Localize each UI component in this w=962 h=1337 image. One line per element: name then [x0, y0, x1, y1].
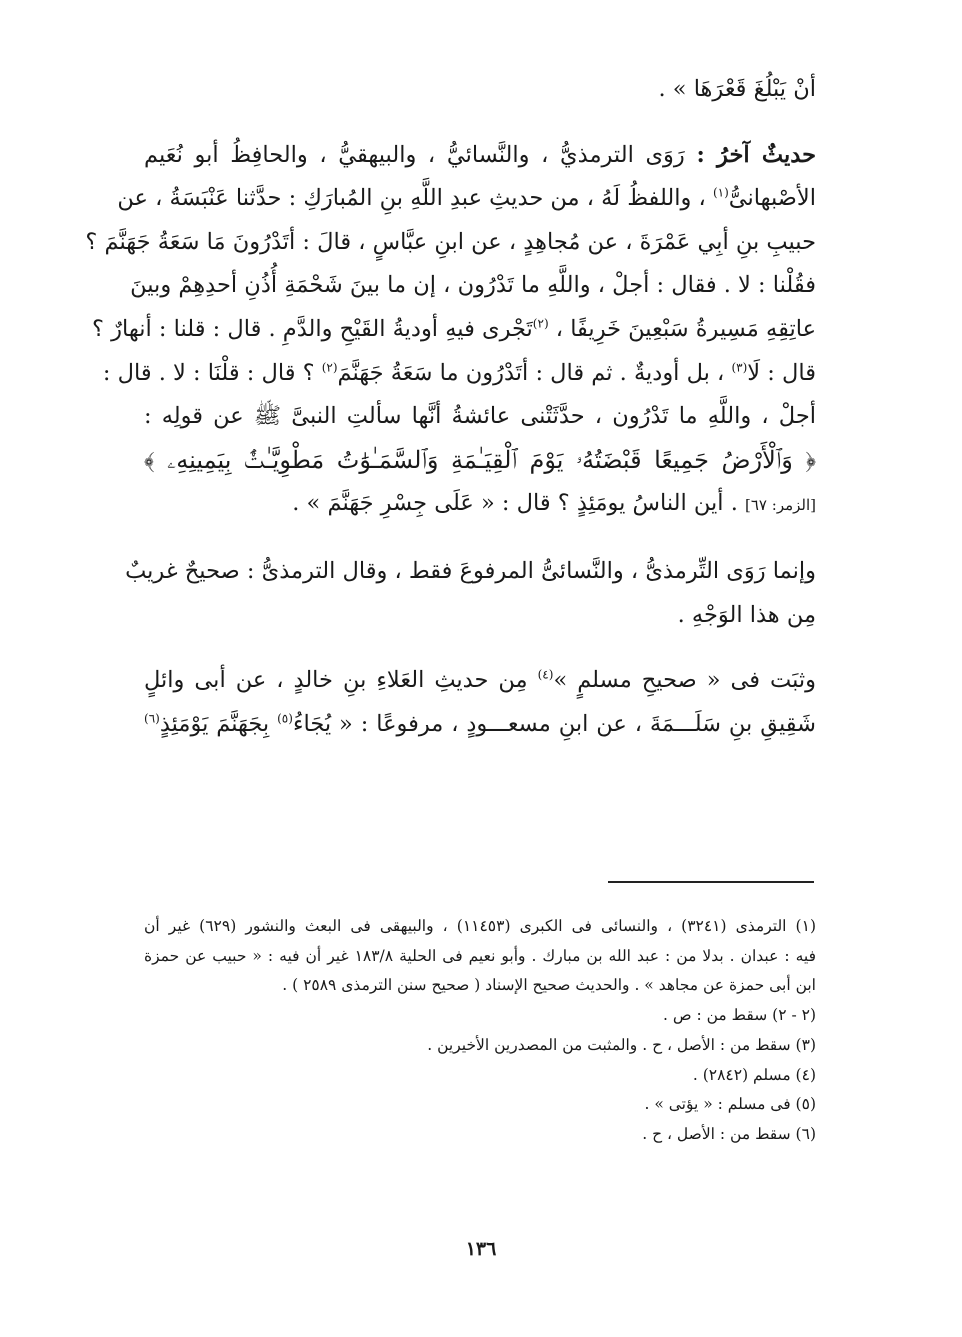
note-ref: (٢)	[532, 316, 549, 331]
footnote-line: (٢ - ٢) سقط من : ص .	[662, 1006, 816, 1025]
text-line-6: عاتِقِهِ مَسِيرةُ سَبْعِينَ خَرِيفًا ، $^{(٢)}$تَجْرى فيهِ أوديةُ القَيْحِ والدَّمِ . قال : قلنا : أنهارٌ ؟	[92, 315, 816, 342]
note-ref: (٤)	[537, 667, 554, 682]
text-line-8: أجلْ ، واللَّهِ ما تَدْرُون ، حدَّثَتْنى عائشةُ أنَّها سألتِ النبىَّ ﷺ عن قولِه :	[144, 403, 816, 430]
footnote-line: (٦) سقط من : الأصل ، ح .	[642, 1124, 816, 1143]
text-line-13: وثبَت فى « صحيحِ مسلمٍ »$^{(٤)}$ مِن حديثِ العَلاءِ بنِ خالدٍ ، عن أبى وائلٍ	[144, 667, 817, 694]
text-line-7: قال : لَا$^{(٣)}$ ، بل أوديةٌ . ثم قال : أتَدْرُون ما سَعَةُ جَهَنَّمَ$^{(٢)}$ ؟ قال : قلْنَا : لا . قال :	[102, 359, 816, 386]
heading: حديثٌ آخرُ :	[696, 141, 817, 168]
text-line-3: الأصْبهانىُّ$^{(١)}$ ، واللفظُ لَهُ ، من حديثِ عبدِ اللَّهِ بنِ المُبارَكِ : حدَّثنا عَنْبَسَةُ ، عن	[117, 185, 816, 212]
text-line-12: مِن هذا الوَجْهِ .	[677, 601, 816, 628]
quran-verse: ﴿ وَٱلْأَرْضُ جَمِيعًا قَبْضَتُهُۥ يَوْمَ ٱلْقِيَـٰمَةِ وَٱلسَّمَـٰوَٰتُ مَطْوِيَّـٰتٌۢ بِيَمِينِهِۦ ﴾	[144, 445, 816, 474]
sura-ref: [الزمر: ٦٧]	[745, 496, 816, 515]
footnote-line: (٥) فى مسلم : « يؤتى » .	[644, 1095, 816, 1114]
text-line-5: فقُلْنا : لا . فقال : أجلْ ، واللَّهِ ما تَدْرُون ، إن ما بينَ شَحْمَةِ أُذُنِ أحدِهِمْ وبينَ	[130, 272, 816, 299]
footnote-line: فيه : عبدان . بدلا من : عبد الله بن مبارك . وأبو نعيم فى الحلية ١٨٣/٨ غير أن فيه : « حبيب عن حمزة	[144, 946, 816, 965]
footnote-line: (٤) مسلم (٢٨٤٢) .	[692, 1065, 816, 1084]
footnote-line: ابن أبى حمزة عن مجاهد » . والحديث صحيح الإسناد ( صحيح سنن الترمذى ٢٥٨٩ ) .	[282, 976, 816, 995]
note-ref: (٢)	[321, 360, 338, 375]
note-ref: (٦)	[144, 711, 160, 726]
text-line-1: أنْ يَبْلُغَ قَعْرَهَا » .	[658, 76, 816, 102]
text-line-10: [الزمر: ٦٧] . أين الناسُ يومَئِذٍ ؟ قال : « عَلَى جِسْرِ جَهَنَّمَ » .	[292, 490, 816, 517]
text-line-2: حديثٌ آخرُ : رَوَى الترمذيُّ ، والنَّسائيُّ ، والبيهقيُّ ، والحافِظُ أبو نُعَيم	[144, 141, 817, 168]
main-text	[85, 68, 817, 746]
footnote-line: (٣) سقط من : الأصل ، ح . والمثبت من المصدرين الأخيرين .	[427, 1035, 816, 1054]
footnotes	[144, 912, 816, 1150]
footnote-divider	[608, 881, 814, 883]
text-line-11: وإنما رَوَى التِّرمذىُّ ، والنَّسائىُّ المرفوعَ فقط ، وقال الترمذىُّ : صحيحٌ غريبٌ	[125, 557, 816, 584]
footnote-line: (١) الترمذى (٣٢٤١) ، والنسائى فى الكبرى (١١٤٥٣) ، والبيهقى فى البعث والنشور (٦٢٩) غير أن	[144, 917, 816, 935]
text-line-14: شَقِيقِ بنِ سَلَـــمَةَ ، عن ابنِ مسعـــودٍ ، مرفوعًا : « يُجَاءُ$^{(٥)}$ بِجَهَنَّمَ يَوْمَئِذٍ$^{(٦)}$	[144, 710, 816, 737]
note-ref: (٣)	[731, 360, 748, 375]
note-ref: (١)	[712, 185, 729, 200]
page-number: ١٣٦	[465, 1238, 497, 1260]
text-line-4: حبيبِ بنِ أبِي عَمْرَةَ ، عن مُجاهِدٍ ، عن ابنِ عبَّاسٍ ، قالَ : أتَدْرُونَ مَا سَعَةُ جَهَنَّمَ ؟	[85, 228, 816, 255]
note-ref: (٥)	[277, 711, 293, 726]
